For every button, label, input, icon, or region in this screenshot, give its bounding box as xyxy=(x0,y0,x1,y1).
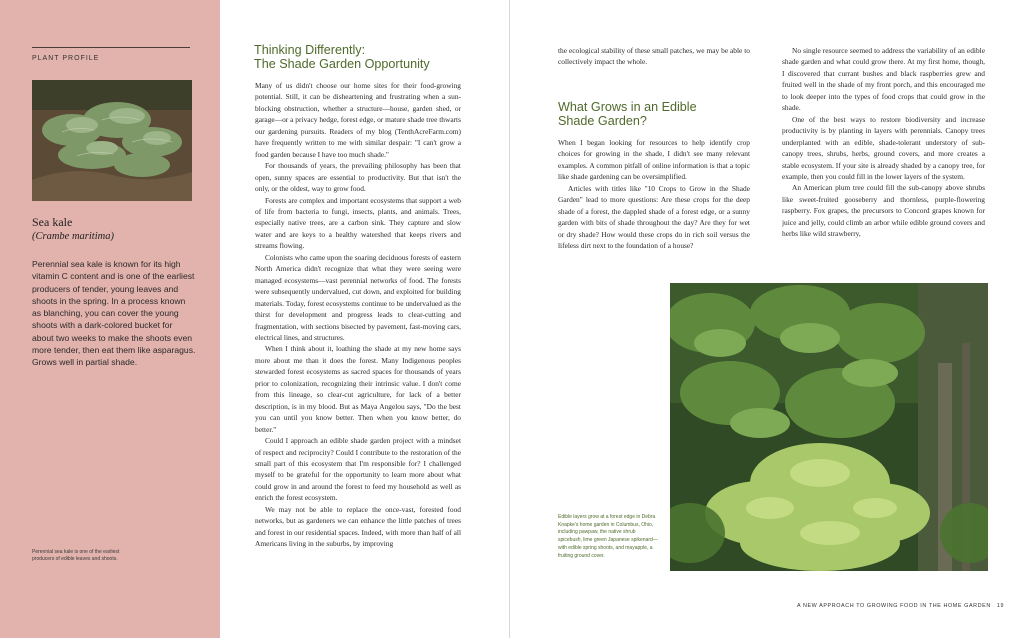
shade-garden-photo xyxy=(670,283,988,571)
paragraph: Articles with titles like "10 Crops to Grow in the Shade Garden" lead to more questions: Are these crops for the deep shade of a forest, the dappled shade of a forest edge, or a sunny garden with bits of shade throughout the day? Are they for wet or dry shade? How would these crops do in rich soil versus the lifeless dirt next to the foundation of a house? xyxy=(558,183,750,251)
heading-line: Thinking Differently: xyxy=(254,43,366,57)
sidebar-photo-caption: Perennial sea kale is one of the earliest producers of edible leaves and shoots. xyxy=(32,549,120,562)
paragraph: When I began looking for resources to help identify crop choices for growing in the shade, I didn't see many relevant examples. A common pitfall of online information is that a topic like shade gardening can be oversimplified. xyxy=(558,138,750,182)
paragraph: Colonists who came upon the soaring deciduous forests of eastern North America didn't recognize that what they were seeing were managed ecosystems—vast perennial networks of food. The forests were subsequently undervalued, cut down, and exploited for building materials. Today, forest ecosystems continue to be undervalued as the thirst for development and progress leads to clear-cutting and fragmentation, with sections bisected by pavement, fast-moving cars, electrical lines, and structures. xyxy=(255,252,461,342)
paragraph: No single resource seemed to address the variability of an edible shade garden and what could grow there. At my first home, though, I discovered that currant bushes and black raspberries grew and fruited well in the shade of my front porch, and this encouraged me to look deeper into the types of food crops that could grow in the shade. xyxy=(782,46,985,113)
page-footer xyxy=(797,603,1004,609)
sidebar-rule xyxy=(32,47,190,48)
paragraph: An American plum tree could fill the sub-canopy above shrubs like sweet-fruited gooseberry and thornless, purple-flowering raspberry. Fox grapes, the precursors to Concord grapes known for juice and jelly, could climb an arbor while edible ground covers and herbs like wild strawberry, xyxy=(782,183,985,239)
plant-latin-name: (Crambe maritima) xyxy=(32,231,114,242)
plant-name: Sea kale xyxy=(32,215,73,229)
heading-line: The Shade Garden Opportunity xyxy=(254,57,430,71)
plant-profile-sidebar xyxy=(0,0,220,638)
page-number: 19 xyxy=(996,603,1005,609)
sea-kale-photo xyxy=(32,80,192,201)
paragraph: the ecological stability of these small patches, we may be able to collectively impact the whole. xyxy=(558,46,750,67)
plant-profile-label: PLANT PROFILE xyxy=(32,55,100,62)
paragraph: Could I approach an edible shade garden project with a mindset of respect and reciprocity? Could I contribute to the restoration of the small part of this ecosystem that I'm responsible for? I challenged myself to be grateful for the opportunity to learn more about what could grow in and around the forest to feed my household as well as enrich the forest ecosystem. xyxy=(255,436,461,503)
heading-line: What Grows in an Edible xyxy=(558,100,697,114)
body-column-1 xyxy=(255,80,461,550)
heading-line: Shade Garden? xyxy=(558,114,647,128)
body-column-2 xyxy=(558,137,750,252)
body-column-3 xyxy=(782,45,985,240)
body-column-2-top xyxy=(558,45,750,68)
paragraph: Forests are complex and important ecosystems that support a web of life from bacteria to fungi, insects, plants, and animals. Trees, especially native trees, are a carbon sink. They capture and slow water and are keys to a healthy watershed that keeps rivers and streams flowing. xyxy=(255,195,461,251)
paragraph: When I think about it, loathing the shade at my new home says more about me than it does the forest. Many Indigenous peoples stewarded forest ecosystems as sacred spaces for thousands of years prior to colonization, recognizing their intrinsic value. I don't come from this lineage, so clear-cut agriculture, for lack of a better description, is in my blood. But as Maya Angelou says, "Do the best you can until you know better. Then when you know better, do better." xyxy=(255,344,461,434)
paragraph: For thousands of years, the prevailing philosophy has been that open, sunny spaces are essential to productivity. But that isn't the only, or the oldest, way to grow food. xyxy=(255,161,461,194)
section-heading-what-grows xyxy=(558,100,697,128)
paragraph: Many of us didn't choose our home sites for their food-growing potential. Still, it can be disheartening and frustrating when a sun-blocking obstruction, whether a structure—house, garden shed, or garage—or a privacy hedge, forest edge, or mature shade tree thwarts our gardening pursuits. Readers of my blog (TenthAcreFarm.com) have frequently written to me with similar despair: "I can't grow a food garden because I have too much shade." xyxy=(255,81,461,159)
section-heading-shade-opportunity xyxy=(254,43,430,71)
plant-profile-body: Perennial sea kale is known for its high vitamin C content and is one of the earliest producers of tender, young leaves and shoots in the spring. In a process known as blanching, you can cover the young shoots with a dark-colored bucket for about two weeks to make the shoots even more tender, then eat them like asparagus. Grows well in partial shade. xyxy=(32,259,196,368)
paragraph: One of the best ways to restore biodiversity and increase productivity is by planting in layers with perennials. Canopy trees underplanted with an edible, shade-tolerant understory of sub-canopy trees, shrubs, herbs, ground covers, and more creates a stable ecosystem. If your site is already shaded by a canopy tree, for example, then you could fill in the lower layers of the system. xyxy=(782,114,985,181)
page-gutter xyxy=(509,0,510,638)
paragraph: We may not be able to replace the once-vast, forested food networks, but as gardeners we can enhance the little patches of trees and forest in our residential spaces. Indeed, with more than half of all Americans living in the suburbs, by improving xyxy=(255,504,461,549)
running-title: A NEW APPROACH TO GROWING FOOD IN THE HOME GARDEN xyxy=(797,603,991,609)
shade-garden-photo-caption: Edible layers grow at a forest edge in Debra Knapke's home garden in Columbus, Ohio, including pawpaw, the native shrub spicebush, lime green Japanese spikenard—with edible spring shoots, and mayapple, a fruiting ground cover. xyxy=(558,514,658,559)
